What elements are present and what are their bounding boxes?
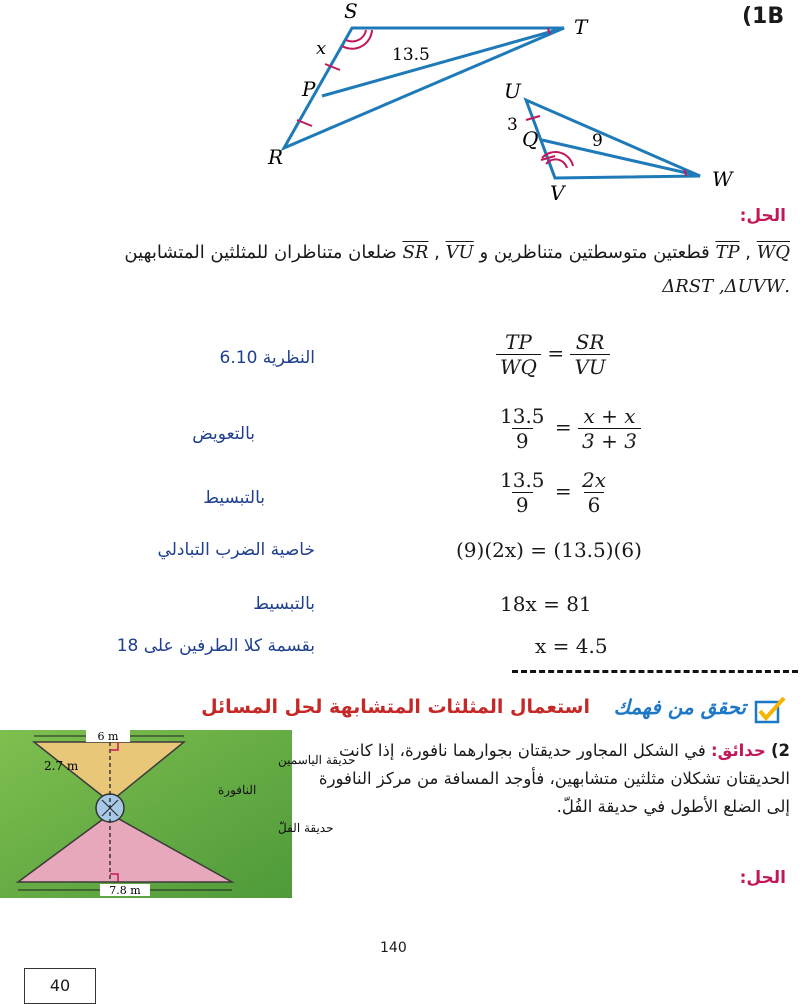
intro-paragraph: TP , WQ قطعتين متوسطتين متناظرين و SR , VU ضلعان متناظران للمثلثين المتشابهين .ΔRST ,ΔUVW — [124, 242, 790, 297]
triangles-names: .ΔRST ,ΔUVW — [662, 276, 790, 297]
label-r: R — [268, 145, 284, 169]
label-s: S — [344, 0, 358, 23]
step-eq-1: $\frac{TP}{WQ}$ = $\frac{SR}{VU}$ — [496, 330, 610, 379]
step-reason-1: النظرية 6.10 — [219, 348, 315, 368]
segment-wq: WQ — [756, 242, 790, 263]
box-number: 40 — [24, 968, 96, 1004]
intro-text-2: ضلعان متناظران للمثلثين المتشابهين — [124, 242, 397, 263]
item-2-text: في الشكل المجاور حديقتان بجوارهما نافورة، إذا كانت الحديقتان تشكلان مثلثين متشابهين، فأوجد المسافة من مركز النافورة إلى الضلع الأطول في حديقة الفُلّ. — [318, 741, 790, 816]
bottom-length: 7.8 m — [109, 884, 141, 897]
item-2-number: 2) — [770, 741, 790, 760]
dashed-separator — [512, 670, 798, 673]
segment-vu: VU — [445, 242, 474, 263]
jasmine-label: حديقة الياسمين — [278, 753, 356, 767]
step-eq-6: x = 4.5 — [535, 634, 608, 658]
segment-sr: SR — [402, 242, 429, 263]
label-wq-length: 9 — [592, 131, 603, 151]
check-title: استعمال المثلثات المتشابهة لحل المسائل — [201, 696, 590, 718]
step-reason-3: بالتبسيط — [203, 488, 265, 508]
triangle-uvw — [526, 100, 700, 178]
label-x: x — [316, 38, 327, 59]
item-2 — [300, 737, 790, 821]
label-uq-length: 3 — [507, 115, 518, 135]
label-t: T — [574, 15, 588, 39]
check-icon — [754, 696, 788, 724]
problem-label: (1B — [742, 4, 785, 29]
full-label: حديقة الفلّ — [278, 821, 334, 835]
step-reason-5: بالتبسيط — [253, 594, 315, 614]
check-badge: تحقق من فهمك — [613, 695, 746, 719]
median-tp — [322, 28, 564, 96]
step-eq-2: $\frac{13.5}{9}$ = $\frac{x + x}{3 + 3}$ — [496, 404, 641, 453]
label-w: W — [712, 167, 733, 191]
item-2-keyword: حدائق: — [710, 741, 766, 760]
label-tp-length: 13.5 — [392, 45, 430, 65]
step-reason-4: خاصية الضرب التبادلي — [157, 540, 315, 560]
garden-figure — [0, 730, 356, 898]
median-wq — [542, 140, 700, 176]
step-eq-4: (9)(2x) = (13.5)(6) — [456, 538, 642, 562]
intro-text-1: قطعتين متوسطتين متناظرين و — [479, 242, 710, 263]
label-q: Q — [522, 127, 539, 151]
step-eq-3: $\frac{13.5}{9}$ = $\frac{2x}{6}$ — [500, 468, 607, 517]
step-reason-2: بالتعويض — [192, 424, 255, 444]
top-length: 6 m — [97, 730, 119, 743]
label-p: P — [302, 77, 316, 101]
segment-tp: TP — [715, 242, 740, 263]
label-v: V — [550, 181, 565, 205]
fountain-label: النافورة — [218, 783, 257, 797]
page-number: 140 — [380, 940, 407, 956]
solution-label-2: الحل: — [739, 868, 786, 888]
similar-triangles-diagram — [260, 0, 760, 205]
top-height: 2.7 m — [44, 759, 79, 773]
step-reason-6: بقسمة كلا الطرفين على 18 — [116, 636, 315, 656]
solution-label: الحل: — [739, 206, 786, 226]
label-u: U — [504, 79, 521, 103]
step-eq-5: 18x = 81 — [500, 592, 592, 616]
